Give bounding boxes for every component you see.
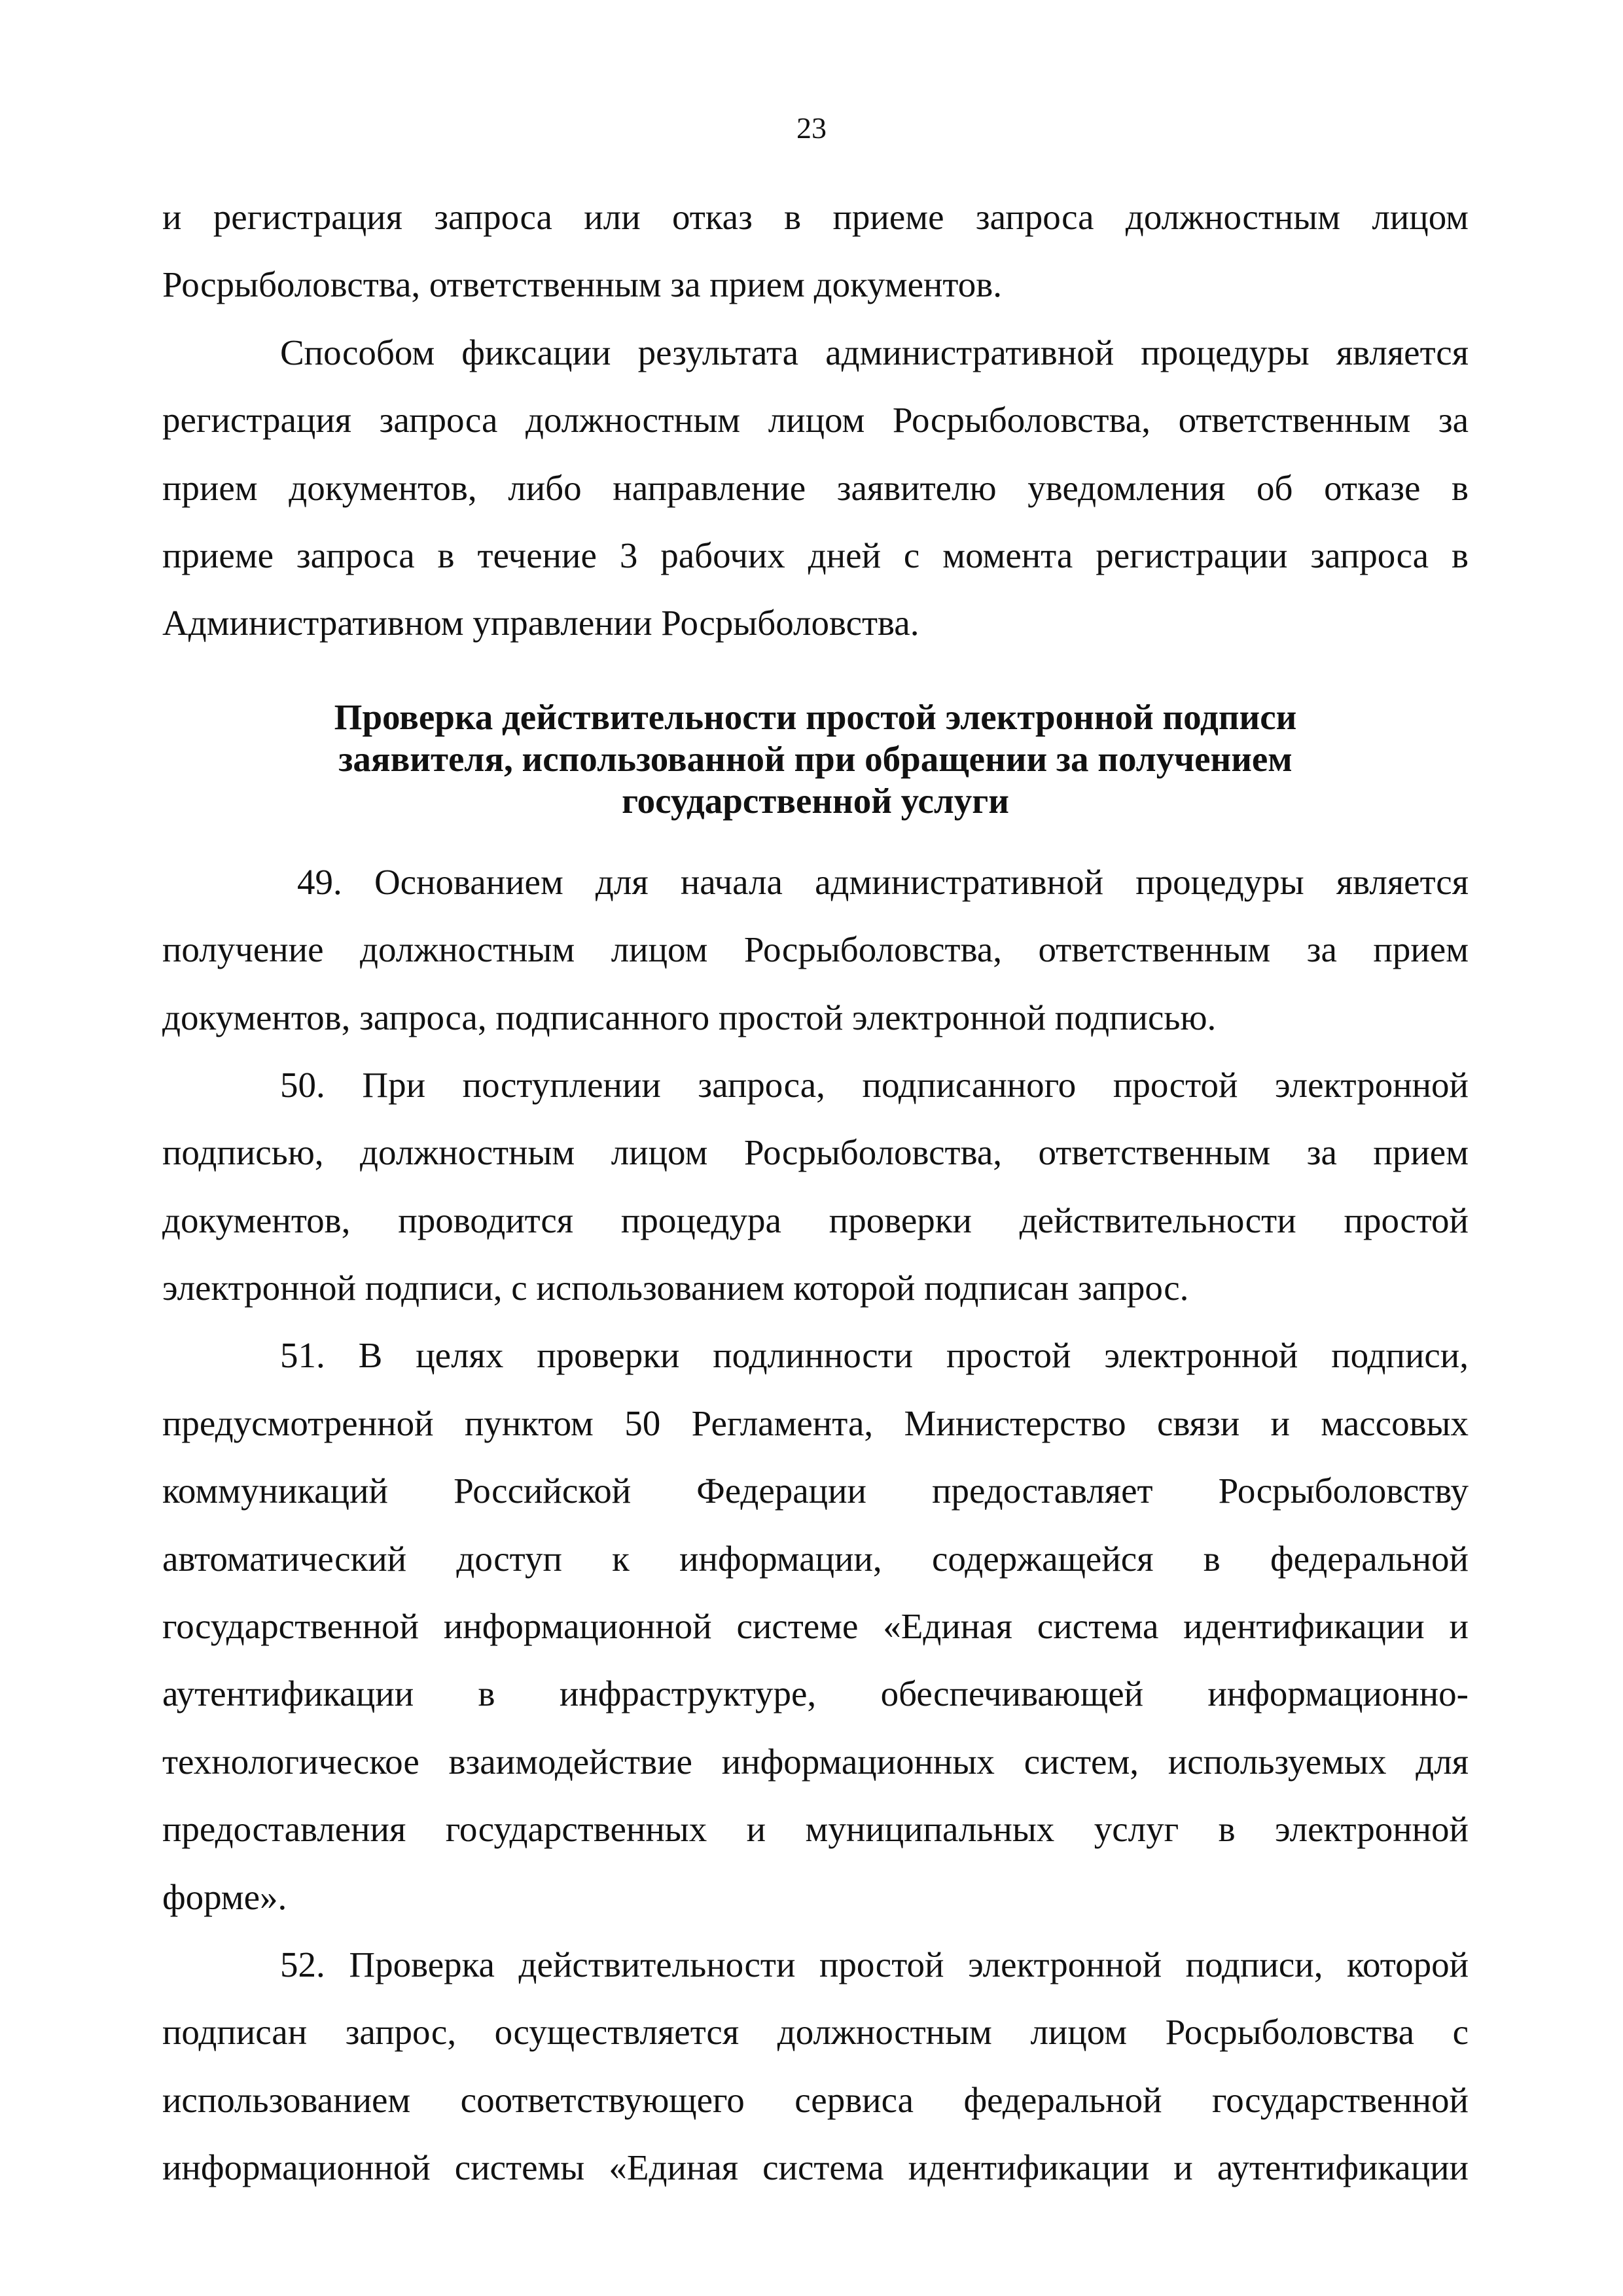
document-body [162,183,1469,2202]
text-line: 51. В целях проверки подлинности простой электронной подписи, [280,1335,1469,1376]
spacer [162,822,1469,848]
page-number: 23 [796,111,827,145]
heading-line: государственной услуги [622,780,1009,821]
paragraph-fixation [162,319,1469,657]
heading-line: заявителя, использованной при обращении за получением [338,738,1293,779]
heading-line: Проверка действительности простой электронной подписи [334,696,1297,737]
text-line: предусмотренной пунктом 50 Регламента, Министерство связи и массовых [162,1403,1469,1443]
text-line: 52. Проверка действительности простой электронной подписи, которой [280,1944,1469,1984]
text-line: аутентификации в инфраструктуре, обеспечивающей информационно- [162,1674,1469,1714]
text-line: приеме запроса в течение 3 рабочих дней с момента регистрации запроса в [162,535,1469,575]
text-line: документов, запроса, подписанного простой электронной подписью. [162,997,1217,1037]
text-line: документов, проводится процедура проверки действительности простой [162,1200,1469,1240]
text-line: Административном управлении Росрыболовства. [162,603,919,643]
text-line: предоставления государственных и муниципальных услуг в электронной [162,1809,1469,1850]
text-line: технологическое взаимодействие информационных систем, используемых для [162,1741,1469,1782]
text-line: использованием соответствующего сервиса федеральной государственной [162,2079,1469,2120]
paragraph-51 [162,1321,1469,1931]
text-line: Росрыболовства, ответственным за прием документов. [162,264,1002,305]
text-line: 49. Основанием для начала административной процедуры является [297,861,1469,902]
paragraph-intro [162,183,1469,319]
text-line: и регистрация запроса или отказ в приеме запроса должностным лицом [162,197,1469,237]
text-line: информационной системы «Единая система идентификации и аутентификации [162,2147,1469,2188]
text-line: прием документов, либо направление заявителю уведомления об отказе в [162,467,1469,508]
section-heading [162,696,1469,822]
text-line: 50. При поступлении запроса, подписанного простой электронной [280,1064,1469,1105]
text-line: Способом фиксации результата административной процедуры является [280,332,1469,372]
text-line: коммуникаций Российской Федерации предоставляет Росрыболовству [162,1471,1469,1511]
paragraph-50 [162,1051,1469,1322]
text-line: получение должностным лицом Росрыболовства, ответственным за прием [162,929,1469,970]
paragraph-52 [162,1931,1469,2202]
paragraph-49 [162,848,1469,1051]
text-line: электронной подписи, с использованием которой подписан запрос. [162,1268,1189,1308]
text-line: форме». [162,1876,287,1917]
spacer [162,657,1469,696]
text-line: автоматический доступ к информации, содержащейся в федеральной [162,1538,1469,1579]
text-line: регистрация запроса должностным лицом Росрыболовства, ответственным за [162,400,1469,440]
text-line: подписан запрос, осуществляется должностным лицом Росрыболовства с [162,2012,1469,2053]
text-line: подписью, должностным лицом Росрыболовства, ответственным за прием [162,1132,1469,1173]
text-line: государственной информационной системе «Единая система идентификации и [162,1606,1469,1647]
